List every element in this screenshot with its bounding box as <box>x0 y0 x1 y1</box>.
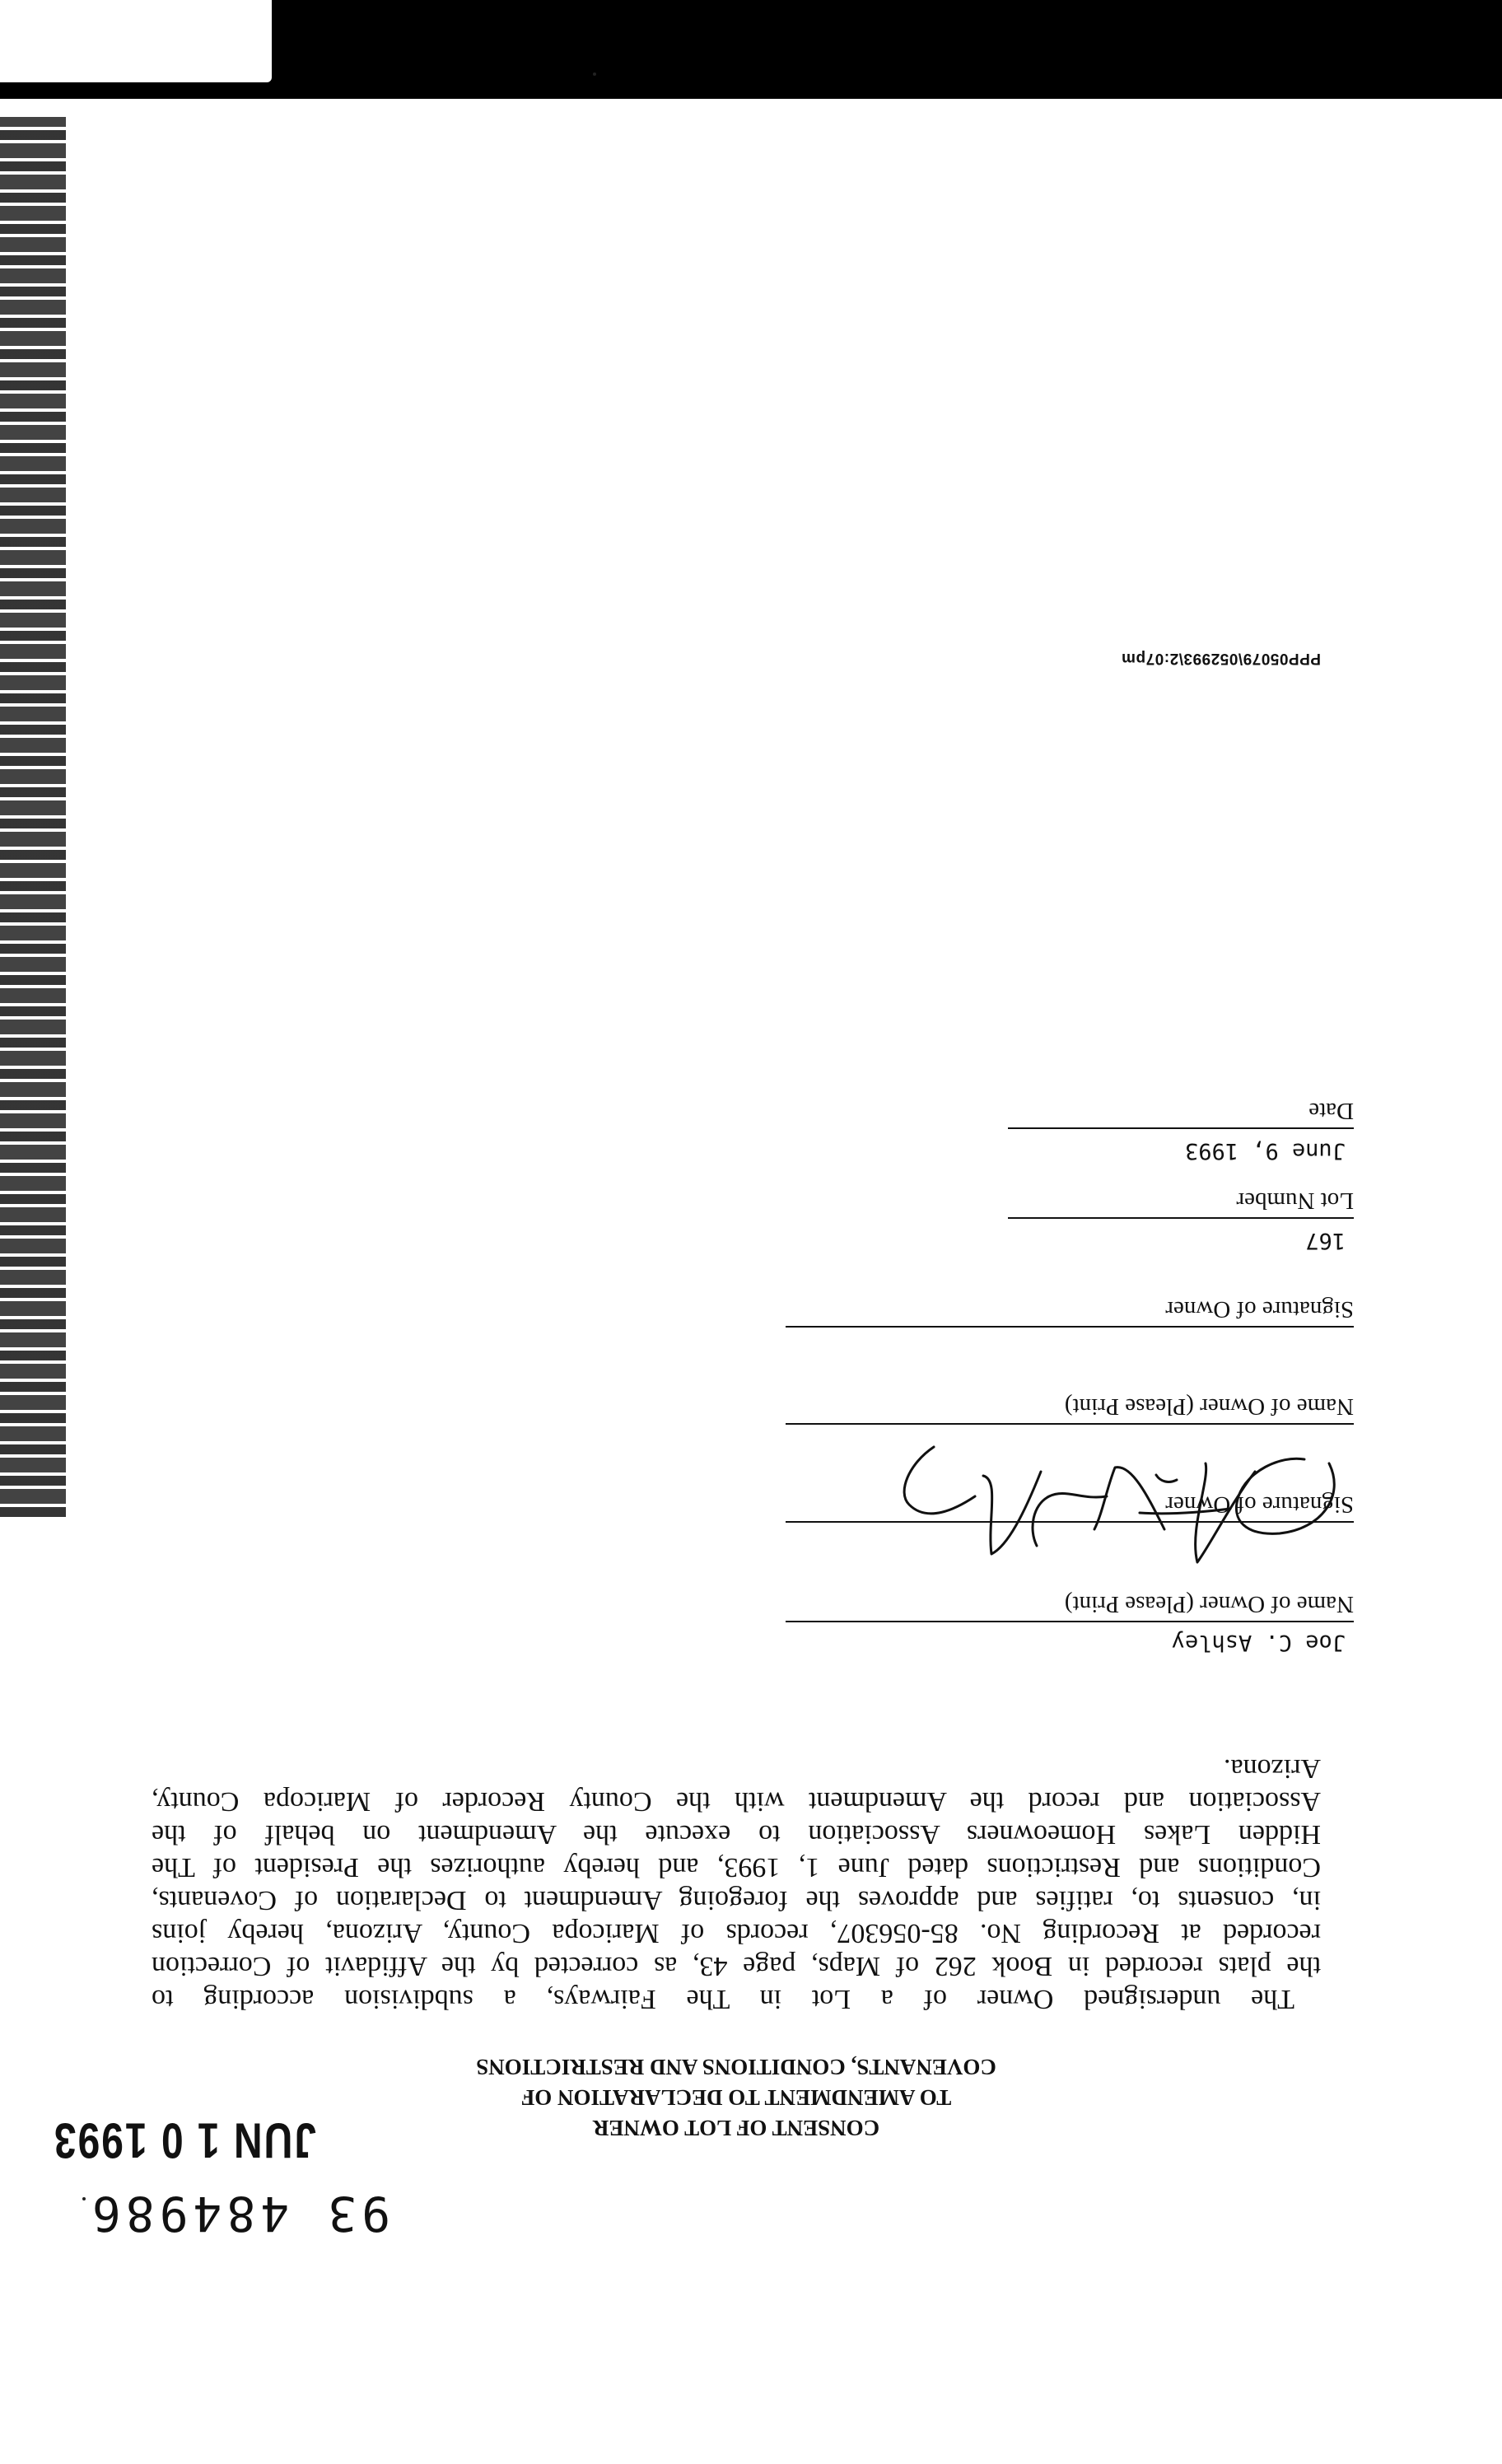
received-date-stamp: JUN 1 0 1993 <box>52 2112 316 2167</box>
title-line: TO AMENDMENT TO DECLARATION OF <box>520 2085 952 2110</box>
signature-line <box>1008 1217 1354 1219</box>
title-line: CONSENT OF LOT OWNER <box>592 2116 880 2140</box>
paragraph-line: in, consents to, ratifies and approves the foregoing Amendment to Declaration of Covenants, <box>152 1885 1321 1916</box>
consent-paragraph <box>152 1752 1321 2015</box>
paragraph-line: The undersigned Owner of a Lot in The Fairways, a subdivision according to <box>152 1984 1294 2014</box>
owner1-name-label: Name of Owner (Please Print) <box>1064 1591 1354 1617</box>
date-value: June 9, 1993 <box>1184 1138 1346 1164</box>
paragraph-line: recorded at Recording No. 85-056307, records of Maricopa County, Arizona, hereby joins <box>152 1918 1321 1948</box>
scan-border-gap <box>0 0 272 82</box>
scan-speck <box>593 72 596 76</box>
owner1-signature-label: Signature of Owner <box>1165 1491 1354 1518</box>
document-title <box>448 2051 1024 2143</box>
signature-line <box>786 1621 1354 1622</box>
signature-line <box>786 1326 1354 1328</box>
title-line: COVENANTS, CONDITIONS AND RESTRICTIONS <box>476 2055 996 2079</box>
owner1-name-value: Joe C. Ashley <box>1171 1630 1346 1655</box>
scan-edge-noise <box>0 117 66 1517</box>
owner2-signature-label: Signature of Owner <box>1165 1296 1354 1323</box>
owner2-name-label: Name of Owner (Please Print) <box>1064 1393 1354 1420</box>
scan-speck <box>82 2197 86 2200</box>
date-label: Date <box>1308 1098 1354 1124</box>
signature-line <box>786 1423 1354 1425</box>
lot-number-value: 167 <box>1305 1228 1346 1253</box>
recording-number-stamp: 93 484986 <box>86 2186 390 2242</box>
lot-number-label: Lot Number <box>1236 1188 1354 1214</box>
paragraph-line: Hidden Lakes Homeowners Association to execute the Amendment on behalf of the <box>152 1819 1321 1850</box>
signature-line <box>786 1521 1354 1523</box>
file-reference: PPP05079\052993\2:07pm <box>1121 650 1321 667</box>
paragraph-line: Conditions and Restrictions dated June 1, 1993, and hereby authorizes the President of The <box>152 1852 1321 1883</box>
paragraph-line: the plats recorded in Book 262 of Maps, page 43, as corrected by the Affidavit of Correction <box>152 1951 1321 1981</box>
paragraph-line: Association and record the Amendment with the County Recorder of Maricopa County, <box>152 1786 1321 1817</box>
paper-margin <box>1486 0 1502 2464</box>
paragraph-line: Arizona. <box>1223 1753 1321 1784</box>
signature-line <box>1008 1127 1354 1129</box>
